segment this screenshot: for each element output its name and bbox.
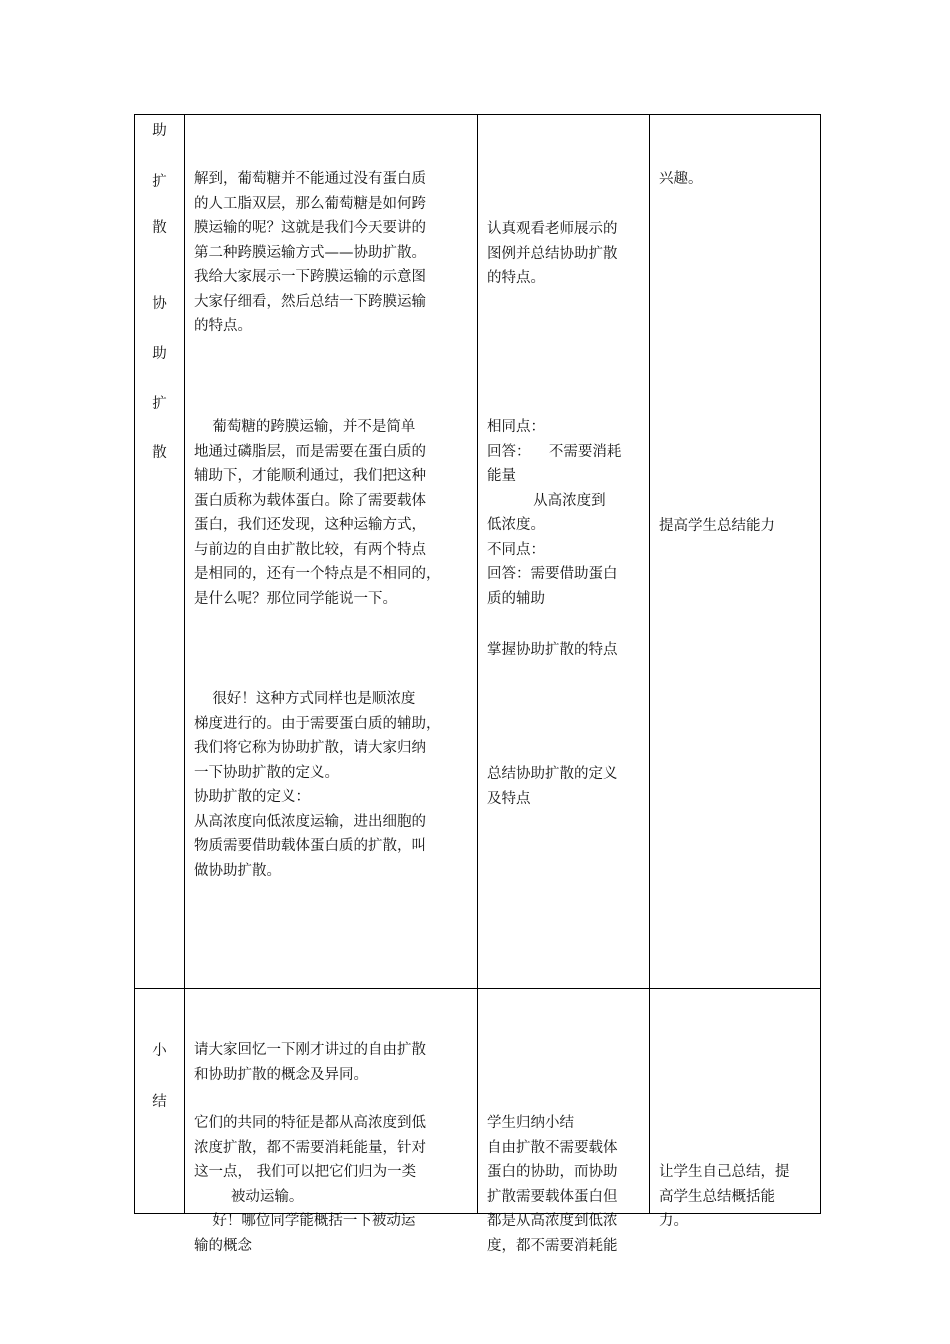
section-char: 散 bbox=[152, 220, 167, 236]
section-char: 结 bbox=[152, 1094, 167, 1110]
intent-paragraph: 提高学生总结能力 bbox=[659, 518, 775, 534]
intent-paragraph: 让学生自己总结，提 高学生总结概括能 力。 bbox=[659, 1164, 790, 1229]
student-activity-cell bbox=[478, 115, 650, 989]
section-char: 协 bbox=[152, 296, 167, 312]
section-char: 扩 bbox=[152, 396, 167, 412]
student-paragraph: 认真观看老师展示的 图例并总结协助扩散 的特点。 bbox=[487, 221, 618, 286]
teacher-paragraph: 请大家回忆一下刚才讲过的自由扩散 和协助扩散的概念及异同。 bbox=[194, 1042, 426, 1083]
teacher-paragraph: 解到，葡萄糖并不能通过没有蛋白质 的人工脂双层，那么葡萄糖是如何跨 膜运输的呢？这就是我们今天要讲的 第二种跨膜运输方式——协助扩散。 我给大家展示一下跨膜运输的示意图 大家仔细看，然后总结一下跨膜运输 的特点。 bbox=[194, 171, 426, 334]
teacher-paragraph: 葡萄糖的跨膜运输，并不是简单 地通过磷脂层，而是需要在蛋白质的 辅助下，才能顺利通过，我们把这种 蛋白质称为载体蛋白。除了需要载体 蛋白，我们还发现，这种运输方式， 与前边的自由扩散比较，有两个特点 是相同的，还有一个特点是不相同的， 是什么呢？那位同学能说一下。 bbox=[194, 419, 441, 607]
section-char: 散 bbox=[152, 445, 167, 461]
student-paragraph: 总结协助扩散的定义 及特点 bbox=[487, 766, 618, 807]
section-char: 助 bbox=[152, 346, 167, 362]
student-paragraph: 相同点： 回答： 不需要消耗 能量 从高浓度到 低浓度。 不同点： 回答：需要借助蛋白 质的辅助 bbox=[487, 419, 622, 607]
table-row bbox=[135, 115, 821, 989]
intent-paragraph: 兴趣。 bbox=[659, 171, 703, 187]
teacher-activity-cell bbox=[185, 989, 478, 1254]
section-label-cell bbox=[135, 115, 185, 989]
teacher-paragraph: 很好！这种方式同样也是顺浓度 梯度进行的。由于需要蛋白质的辅助， 我们将它称为协助扩散，请大家归纳 一下协助扩散的定义。 协助扩散的定义： 从高浓度向低浓度运输，进出细胞的 物质需要借助载体蛋白质的扩散，叫 做协助扩散。 bbox=[194, 691, 441, 879]
section-char: 助 bbox=[152, 123, 167, 139]
student-paragraph: 学生归纳小结 自由扩散不需要载体 蛋白的协助，而协助 扩散需要载体蛋白但 都是从高浓度到低浓 度，都不需要消耗能 bbox=[487, 1115, 618, 1254]
design-intent-cell bbox=[650, 989, 821, 1229]
design-intent-cell bbox=[650, 115, 821, 989]
student-activity-cell bbox=[478, 989, 650, 1254]
table-row bbox=[135, 989, 821, 1214]
section-char: 小 bbox=[152, 1043, 167, 1059]
student-paragraph: 掌握协助扩散的特点 bbox=[487, 642, 618, 658]
lesson-plan-table bbox=[134, 114, 821, 1254]
section-label-cell bbox=[135, 989, 185, 1214]
teacher-paragraph: 它们的共同的特征是都从高浓度到低 浓度扩散，都不需要消耗能量，针对 这一点， 我们可以把它们归为一类 被动运输。 好！哪位同学能概括一下被动运 输的概念 bbox=[194, 1115, 426, 1254]
teacher-activity-cell bbox=[185, 115, 478, 989]
section-char: 扩 bbox=[152, 174, 167, 190]
